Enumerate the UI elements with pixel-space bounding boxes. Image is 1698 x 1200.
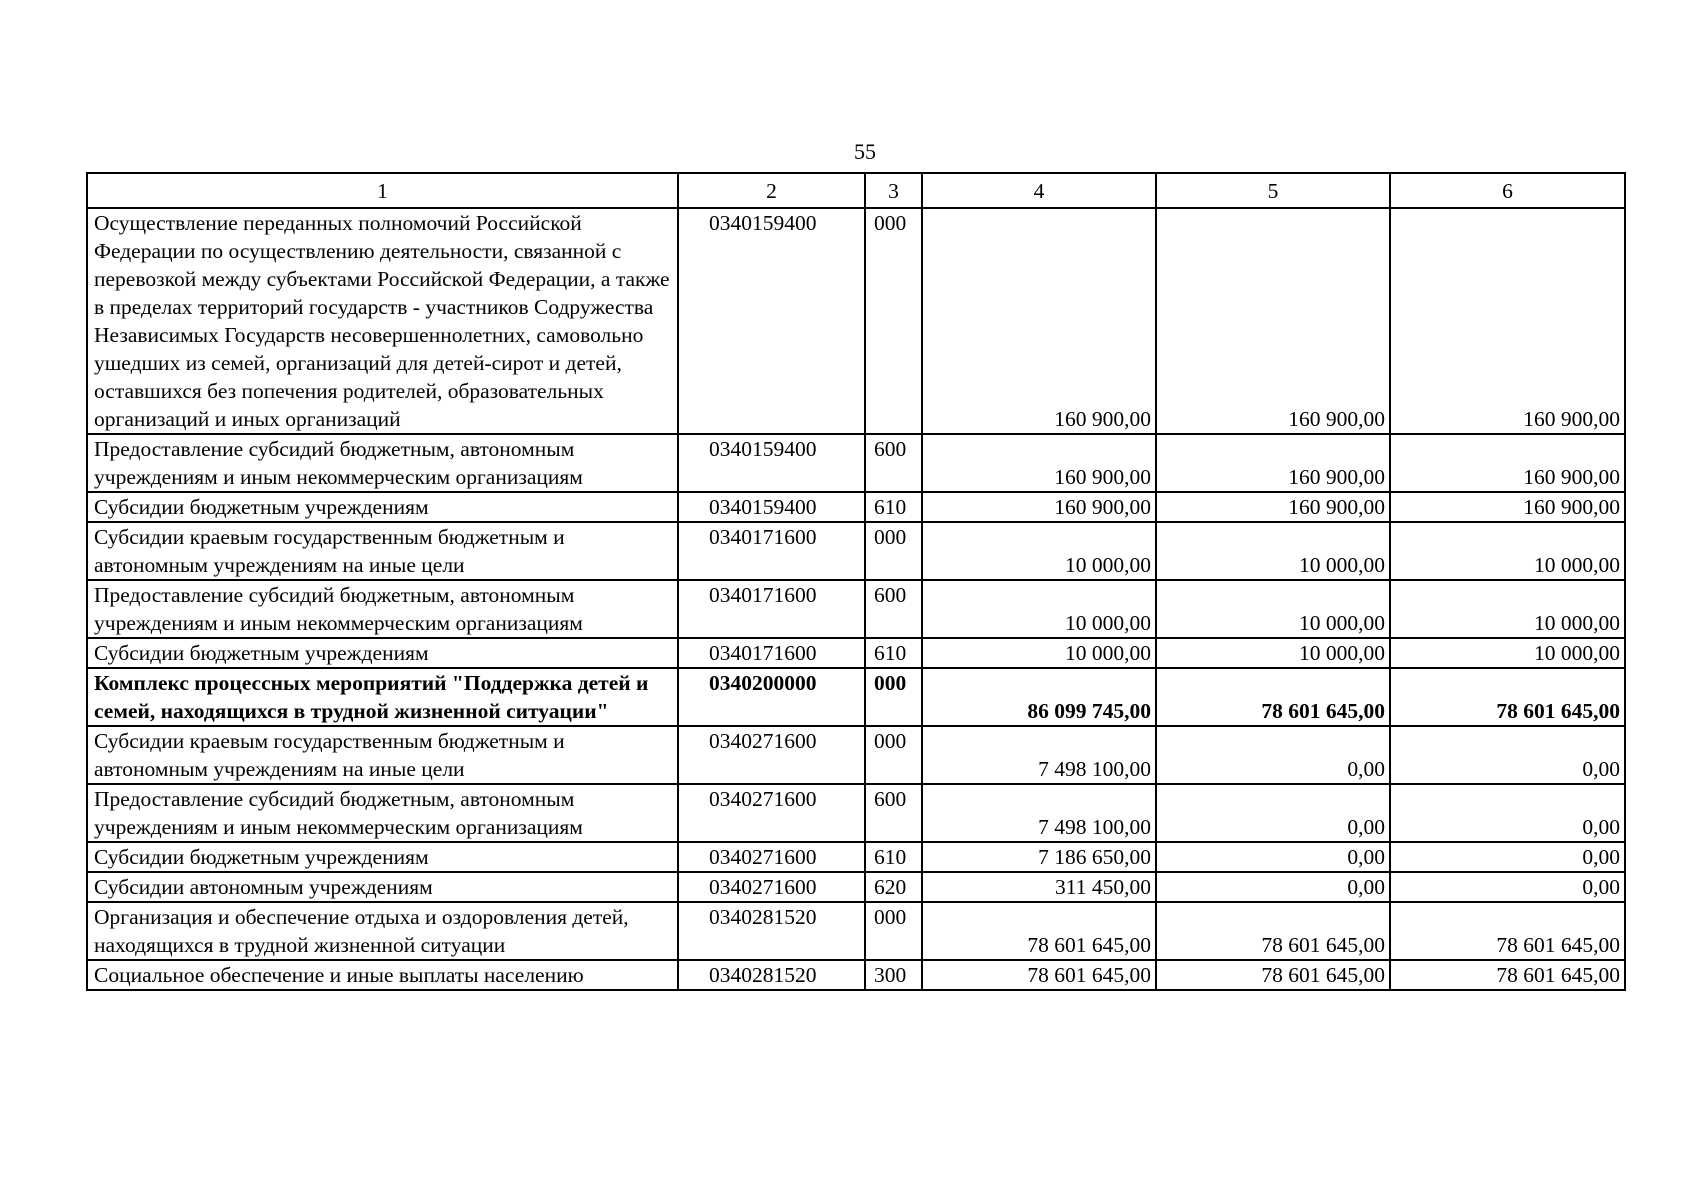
row-type-cell: 600 (865, 784, 922, 842)
row-value-cell-6: 78 601 645,00 (1390, 668, 1625, 726)
row-type-cell: 600 (865, 434, 922, 492)
table-row (87, 434, 1625, 492)
table-row (87, 208, 1625, 434)
row-value-cell-4: 160 900,00 (922, 208, 1156, 434)
row-name-cell: Осуществление переданных полномочий Российской Федерации по осуществлению деятельности, связанной с перевозкой между субъектами Российской Федерации, а также в пределах территорий государств - участников Содружества Независимых Государств несовершеннолетних, самовольно ушедших из семей, организаций для детей-сирот и детей, оставшихся без попечения родителей, образовательных организаций и иных организаций (87, 208, 678, 434)
row-code-cell: 0340271600 (678, 842, 865, 872)
row-type-cell: 610 (865, 638, 922, 668)
row-name-cell: Предоставление субсидий бюджетным, автономным учреждениям и иным некоммерческим организациям (87, 784, 678, 842)
row-code-cell: 0340171600 (678, 522, 865, 580)
row-name-cell: Комплекс процессных мероприятий "Поддержка детей и семей, находящихся в трудной жизненной ситуации" (87, 668, 678, 726)
row-code-cell: 0340159400 (678, 492, 865, 522)
row-name-cell: Организация и обеспечение отдыха и оздоровления детей, находящихся в трудной жизненной ситуации (87, 902, 678, 960)
row-name-cell: Субсидии краевым государственным бюджетным и автономным учреждениям на иные цели (87, 522, 678, 580)
row-value-cell-6: 10 000,00 (1390, 638, 1625, 668)
row-type-cell: 000 (865, 208, 922, 434)
row-value-cell-5: 0,00 (1156, 726, 1390, 784)
header-cell-6: 6 (1390, 173, 1625, 208)
row-name-cell: Предоставление субсидий бюджетным, автономным учреждениям и иным некоммерческим организациям (87, 434, 678, 492)
row-value-cell-4: 160 900,00 (922, 492, 1156, 522)
header-cell-2: 2 (678, 173, 865, 208)
row-value-cell-5: 160 900,00 (1156, 208, 1390, 434)
row-value-cell-6: 160 900,00 (1390, 492, 1625, 522)
row-name-cell: Социальное обеспечение и иные выплаты населению (87, 960, 678, 990)
table-row (87, 902, 1625, 960)
row-code-cell: 0340271600 (678, 726, 865, 784)
row-value-cell-4: 7 498 100,00 (922, 784, 1156, 842)
row-value-cell-6: 78 601 645,00 (1390, 960, 1625, 990)
header-cell-5: 5 (1156, 173, 1390, 208)
row-value-cell-6: 10 000,00 (1390, 580, 1625, 638)
table-body (87, 208, 1625, 990)
row-value-cell-6: 160 900,00 (1390, 434, 1625, 492)
row-value-cell-6: 0,00 (1390, 726, 1625, 784)
row-value-cell-5: 10 000,00 (1156, 522, 1390, 580)
row-type-cell: 000 (865, 522, 922, 580)
table-row (87, 726, 1625, 784)
row-value-cell-4: 7 498 100,00 (922, 726, 1156, 784)
row-value-cell-5: 78 601 645,00 (1156, 902, 1390, 960)
row-name-cell: Предоставление субсидий бюджетным, автономным учреждениям и иным некоммерческим организациям (87, 580, 678, 638)
row-value-cell-4: 78 601 645,00 (922, 902, 1156, 960)
row-code-cell: 0340281520 (678, 902, 865, 960)
row-value-cell-6: 78 601 645,00 (1390, 902, 1625, 960)
table-row (87, 522, 1625, 580)
row-code-cell: 0340171600 (678, 580, 865, 638)
row-value-cell-6: 0,00 (1390, 872, 1625, 902)
table-row (87, 580, 1625, 638)
row-value-cell-5: 0,00 (1156, 872, 1390, 902)
row-name-cell: Субсидии бюджетным учреждениям (87, 842, 678, 872)
row-value-cell-6: 0,00 (1390, 842, 1625, 872)
row-value-cell-6: 0,00 (1390, 784, 1625, 842)
row-code-cell: 0340171600 (678, 638, 865, 668)
row-value-cell-4: 86 099 745,00 (922, 668, 1156, 726)
row-value-cell-4: 78 601 645,00 (922, 960, 1156, 990)
row-value-cell-6: 160 900,00 (1390, 208, 1625, 434)
table-row (87, 638, 1625, 668)
row-value-cell-4: 10 000,00 (922, 522, 1156, 580)
row-type-cell: 600 (865, 580, 922, 638)
row-value-cell-4: 311 450,00 (922, 872, 1156, 902)
row-value-cell-5: 0,00 (1156, 842, 1390, 872)
row-name-cell: Субсидии краевым государственным бюджетным и автономным учреждениям на иные цели (87, 726, 678, 784)
table-row (87, 492, 1625, 522)
table-row (87, 784, 1625, 842)
row-code-cell: 0340281520 (678, 960, 865, 990)
row-value-cell-6: 10 000,00 (1390, 522, 1625, 580)
row-value-cell-4: 10 000,00 (922, 580, 1156, 638)
header-row (87, 173, 1625, 208)
header-cell-4: 4 (922, 173, 1156, 208)
row-value-cell-4: 160 900,00 (922, 434, 1156, 492)
row-value-cell-5: 78 601 645,00 (1156, 960, 1390, 990)
row-type-cell: 610 (865, 842, 922, 872)
row-type-cell: 000 (865, 668, 922, 726)
row-name-cell: Субсидии бюджетным учреждениям (87, 492, 678, 522)
table-row (87, 960, 1625, 990)
row-value-cell-5: 160 900,00 (1156, 434, 1390, 492)
row-code-cell: 0340159400 (678, 208, 865, 434)
row-value-cell-5: 10 000,00 (1156, 580, 1390, 638)
row-value-cell-4: 10 000,00 (922, 638, 1156, 668)
row-type-cell: 000 (865, 726, 922, 784)
table-row (87, 668, 1625, 726)
row-value-cell-5: 10 000,00 (1156, 638, 1390, 668)
row-name-cell: Субсидии бюджетным учреждениям (87, 638, 678, 668)
row-name-cell: Субсидии автономным учреждениям (87, 872, 678, 902)
row-type-cell: 300 (865, 960, 922, 990)
row-code-cell: 0340271600 (678, 784, 865, 842)
page-number: 55 (854, 139, 876, 164)
row-type-cell: 620 (865, 872, 922, 902)
row-type-cell: 000 (865, 902, 922, 960)
row-code-cell: 0340200000 (678, 668, 865, 726)
row-value-cell-5: 78 601 645,00 (1156, 668, 1390, 726)
row-code-cell: 0340159400 (678, 434, 865, 492)
header-cell-3: 3 (865, 173, 922, 208)
row-value-cell-4: 7 186 650,00 (922, 842, 1156, 872)
row-value-cell-5: 0,00 (1156, 784, 1390, 842)
table-row (87, 872, 1625, 902)
budget-table (86, 172, 1626, 991)
row-type-cell: 610 (865, 492, 922, 522)
row-value-cell-5: 160 900,00 (1156, 492, 1390, 522)
header-cell-1: 1 (87, 173, 678, 208)
table-row (87, 842, 1625, 872)
row-code-cell: 0340271600 (678, 872, 865, 902)
